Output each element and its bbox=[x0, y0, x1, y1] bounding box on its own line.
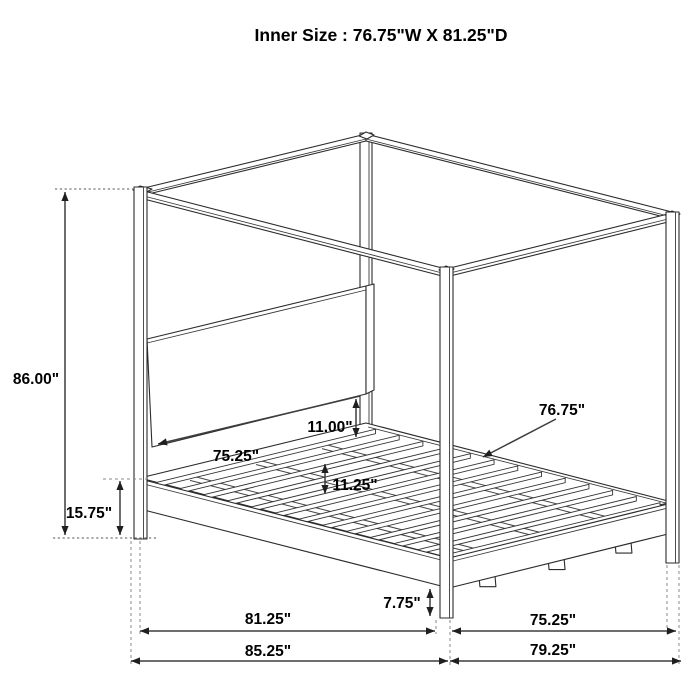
arrowhead bbox=[439, 657, 448, 664]
canopy-beam-front-right bbox=[446, 213, 672, 277]
canopy-beam-back-right bbox=[366, 134, 672, 219]
right-post bbox=[666, 212, 679, 563]
dim-label-overall-width: 79.25" bbox=[529, 642, 577, 659]
headboard-edge bbox=[366, 284, 374, 394]
dim-line-overall_height bbox=[61, 192, 68, 535]
arrowhead bbox=[131, 657, 140, 664]
arrowhead bbox=[140, 627, 149, 634]
dim-label-inner-width: 76.75" bbox=[538, 402, 586, 419]
dim-label-base-height: 15.75" bbox=[65, 505, 113, 522]
arrowhead bbox=[426, 607, 433, 616]
dim-line-inner_depth bbox=[140, 627, 435, 634]
arrowhead bbox=[61, 192, 68, 201]
left-post bbox=[134, 187, 147, 539]
dim-label-overall-height: 86.00" bbox=[12, 371, 60, 388]
dim-label-inner-depth: 81.25" bbox=[244, 611, 292, 628]
dim-label-headboard-panel-height: 11.00" bbox=[307, 419, 353, 436]
dim-label-side-rail-width: 75.25" bbox=[529, 612, 577, 629]
canopy-beam-left-front bbox=[140, 190, 446, 277]
dim-line-base_height bbox=[116, 481, 123, 535]
dim-label-under-rail-clearance: 7.75" bbox=[383, 595, 421, 612]
arrowhead bbox=[116, 481, 123, 490]
arrowhead bbox=[450, 657, 459, 664]
arrowhead bbox=[452, 627, 461, 634]
dim-label-platform-to-slat-height: 11.25" bbox=[332, 477, 378, 494]
arrowhead bbox=[667, 627, 676, 634]
arrowhead bbox=[352, 399, 359, 408]
dim-line-inner_width bbox=[483, 419, 556, 457]
arrowhead bbox=[116, 526, 123, 535]
page-title: Inner Size : 76.75"W X 81.25"D bbox=[254, 25, 508, 45]
dim-label-headboard-width: 75.25" bbox=[212, 448, 260, 465]
arrowhead bbox=[426, 627, 435, 634]
arrowhead bbox=[426, 589, 433, 598]
canopy-frame bbox=[133, 132, 680, 277]
arrowhead bbox=[61, 526, 68, 535]
front-post bbox=[440, 267, 453, 618]
canopy-beam-left-back bbox=[140, 134, 366, 196]
dim-line-under_rail_clearance bbox=[426, 589, 433, 616]
arrowhead bbox=[672, 657, 681, 664]
dim-label-overall-depth: 85.25" bbox=[244, 643, 292, 660]
